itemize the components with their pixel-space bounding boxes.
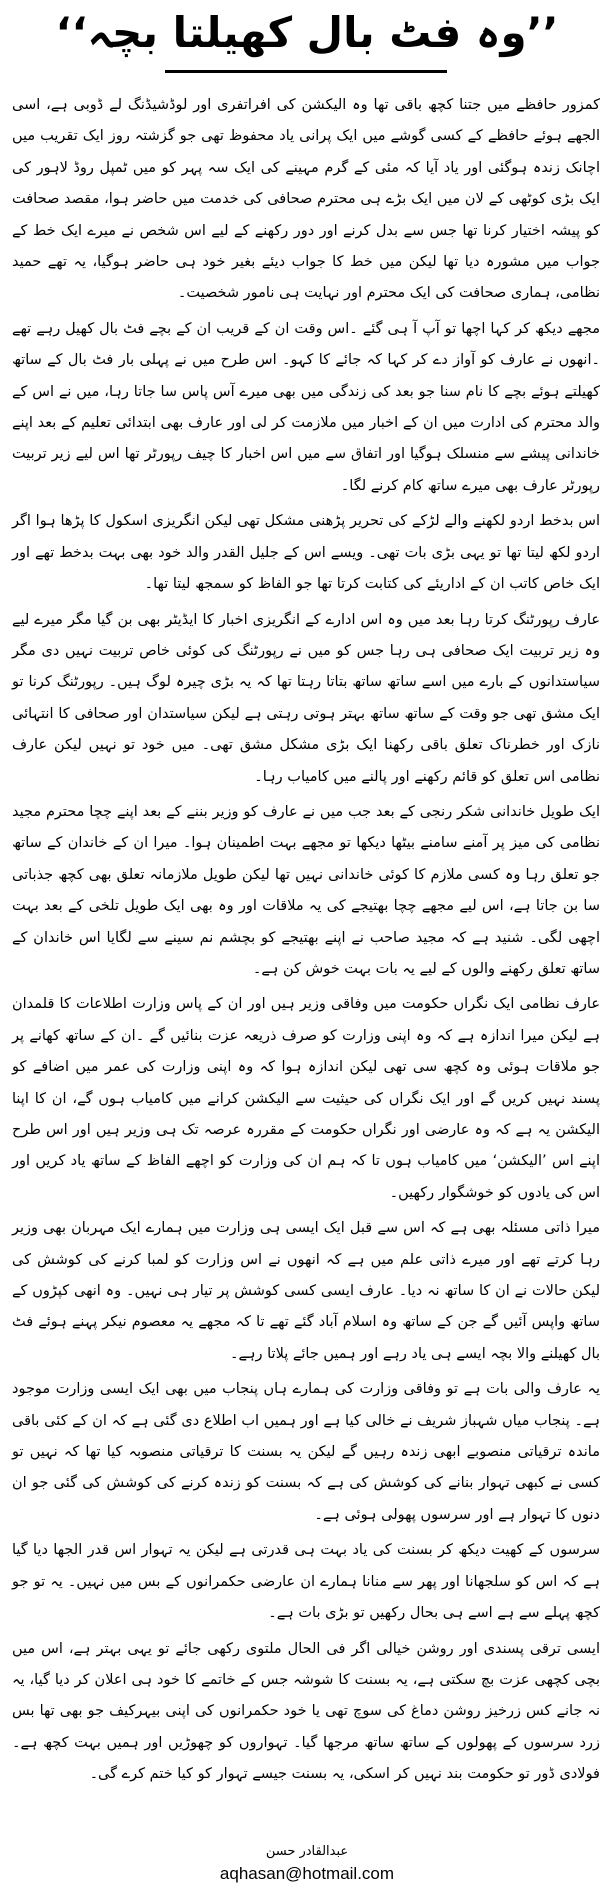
paragraph: سرسوں کے کھیت دیکھ کر بسنت کی یاد بہت ہی قدرتی ہے لیکن یہ تہوار اس قدر الجھا دیا گیا ہے کہ اس کو سلجھانا اور پھر سے منانا ہمارے ان عارضی حکمرانوں کے بس میں نہیں۔ یہ تو جو کچھ پہلے سے ہے اسے ہی بحال رکھیں تو بڑی بات ہے۔ [12, 1542, 600, 1622]
paragraph: عارف رپورٹنگ کرتا رہا بعد میں وہ اس ادارے کے انگریزی اخبار کا ایڈیٹر بھی بن گیا مگر میرے لیے وہ زیر تربیت ایک صحافی ہی رہا جس کو میں نے رپورٹنگ کی کوئی خاص تربیت نہیں دی مگر سیاستدانوں کے بارے میں اسے ساتھ ساتھ بتاتا رہتا تھا کہ یہ بڑی چیرہ لوگ ہیں۔ رپورٹنگ کرنا تو ایک مشق تھی جو وقت کے ساتھ ساتھ بہتر ہوتی رہتی ہے لیکن سیاستدان اور صحافی کا انتہائی نازک اور خطرناک تعلق باقی رکھنا ایک بڑی مشکل مشق تھی۔ میں خود تو نہیں لیکن عارف نظامی اس تعلق کو قائم رکھنے اور پالنے میں کامیاب رہا۔ [12, 611, 600, 785]
paragraph: اس بدخط اردو لکھنے والے لڑکے کی تحریر پڑھنی مشکل تھی لیکن انگریزی اسکول کا پڑھا ہوا اگر اردو لکھ لیتا تھا تو یہی بڑی بات تھی۔ ویسے اس کے جلیل القدر والد خود بھی بہت بدخط تھے اور ایک خاص کاتب ان کے اداریئے کی کتابت کرتا تھا جو الفاظ کو سمجھ لیتا تھا۔ [12, 513, 600, 593]
paragraph: عارف نظامی ایک نگراں حکومت میں وفاقی وزیر ہیں اور ان کے پاس وزارت اطلاعات کا قلمدان ہے لیکن میرا اندازہ ہے کہ وہ اپنی وزارت کو صرف ذریعہ عزت بنائیں گے ۔ان کے ساتھ کھانے پر جو ملاقات ہوئی وہ کچھ سی تھی لیکن اندازہ ہوا کہ وہ اپنی وزارت کی عمر میں اضافے کو پسند نہیں کریں گے اور ایک نگراں کی حیثیت سے الیکشن کرانے میں کامیاب ہوں گے، ان کا اپنا الیکشن یہ ہے کہ وہ عارضی اور نگراں حکومت کے مقررہ عرصہ تک ہی وزیر ہیں اور اس طرح اپنے اس ’الیکشن‘ میں کامیاب ہوں تا کہ ہم ان کی وزارت کو اچھے الفاظ کے ساتھ یاد کریں اور اس کی یادوں کو خوشگوار رکھیں۔ [12, 996, 600, 1201]
paragraph: کمزور حافظے میں جتنا کچھ باقی تھا وہ الیکشن کی افراتفری اور لوڈشیڈنگ لے ڈوبی ہے، اسی الجھے ہوئے حافظے کے کسی گوشے میں ایک پرانی یاد محفوظ تھی جو گزشتہ روز ایک تقریب میں اچانک زندہ ہوگئی اور یاد آیا کہ مئی کے گرم مہینے کی ایک سہ پہر کو میں ٹمپل روڈ لاہور کی ایک بڑی کوٹھی کے لان میں ایک بڑے ہی محترم صحافی کی خدمت میں حاضر ہوا، مقصد صحافت کو پیشہ اختیار کرنا تھا جس سے بدل کرنے اور دور رکھنے کے لیے اس شخص نے میرے ایک خط کے جواب میں مشورہ دیا تھا لیکن میں خط کا جواب دیئے بغیر خود ہی حاضر ہوگیا، یہ تھے حمید نظامی، ہماری صحافت کی ایک محترم اور نہایت ہی نامور شخصیت۔ [12, 97, 600, 302]
paragraph: ایک طویل خاندانی شکر رنجی کے بعد جب میں نے عارف کو وزیر بننے کے بعد اپنے چچا محترم مجید نظامی کی میز پر آمنے سامنے بیٹھا دیکھا تو مجھے بہت اطمینان ہوا۔ میرا ان کے خاندان کے ساتھ جو تعلق رہا وہ کسی ملازم کا کوئی خاندانی نہیں تھا لیکن طویل ملازمانہ تعلق بھی کچھ جذباتی سا بن جاتا ہے، اس لیے مجھے چچا بھتیجے کی یہ ملاقات اور وہ بھی ایک طویل تلخی کے بعد بہت اچھی لگی۔ شنید ہے کہ مجید صاحب نے اپنے بھتیجے کو بچشم نم سینے سے لگایا اس خاندان کے ساتھ تعلق رکھنے والوں کے لیے یہ بات بہت خوش کن ہے۔ [12, 803, 600, 977]
paragraph: میرا ذاتی مسئلہ بھی ہے کہ اس سے قبل ایک ایسی ہی وزارت میں ہمارے ایک مہربان بھی وزیر رہا کرتے تھے اور میرے ذاتی علم میں ہے کہ انھوں نے اس وزارت کو لمبا کرنے کی کوشش کی لیکن حالات نے ان کا ساتھ نہ دیا۔ عارف ایسی کسی کوشش پر تیار ہی نہیں۔ وہ انھی کپڑوں کے ساتھ واپس آئیں گے جن کے ساتھ وہ اسلام آباد گئے تھے تا کہ مجھے یہ معصوم نیکر پہنے ہوئے فٹ بال کھیلنے والا بچہ ایسے ہی یاد رہے اور ہمیں جائے پلاتا رہے۔ [12, 1220, 600, 1362]
paragraph: یہ عارف والی بات ہے تو وفاقی وزارت کی ہمارے ہاں پنجاب میں بھی ایک ایسی وزارت موجود ہے۔ پنجاب میاں شہباز شریف نے خالی کیا ہے اور ہمیں اب اطلاع دی گئی ہے کہ ان کے کئی باقی ماندہ ترقیاتی منصوبے ابھی زندہ رہیں گے لیکن یہ بسنت کا ترقیاتی منصوبہ کیا تھا کہ نہیں تو کسی نے کبھی تہوار بنانے کی کوشش کی ہے کہ بسنت کو زندہ کرنے کی کوشش کی گئی جو ان دنوں کا تہوار ہے اور سرسوں پھولی ہوئی ہے۔ [12, 1381, 600, 1523]
author-signature: عبدالقادر حسن [265, 1844, 349, 1859]
paragraph: ایسی ترقی پسندی اور روشن خیالی اگر فی الحال ملتوی رکھی جائے تو یہی بہتر ہے، اس میں بچی کچھی عزت بچ سکتی ہے، یہ بسنت کا شوشہ جس کے خاتمے کا خود ہی اعلان کر دیا گیا، یہ نہ جانے کس زرخیز روشن دماغ کی سوچ تھی یا خود حکمرانوں کی اپنی بیہرکیف جو بھی تھا بس زرد سرسوں کے پھولوں کے ساتھ ساتھ مرجھا گیا۔ تہواروں کو چھوڑیں اور ہمیں بہت کچھ ہے۔ فولادی ڈور تو حکومت بند نہیں کر اسکی، یہ بسنت جیسے تہوار کو کیا ختم کرے گی۔ [12, 1640, 600, 1783]
paragraph: مجھے دیکھ کر کہا اچھا تو آپ آ ہی گئے ۔اس وقت ان کے قریب ان کے بچے فٹ بال کھیل رہے تھے ۔انھوں نے عارف کو آواز دے کر کہا کہ جائے کا کہو۔ اس طرح میں نے پہلی بار فٹ بال کے ساتھ کھیلتے ہوئے بچے کا نام سنا جو بعد کی زندگی میں بھی میرے آس پاس سا جاتا رہا، میں نے اس کے والد محترم کی ادارت میں ان کے اخبار میں ملازمت کر لی اور عارف بھی ابتدائی تعلیم کے بعد اپنے خاندانی پیشے سے منسلک ہوگیا اور اتفاق سے میں اس اخبار کا چیف رپورٹر تھا اس لیے زیر تربیت رپورٹر عارف بھی میرے ساتھ کام کرنے لگا۔ [12, 320, 600, 494]
title-underline [165, 70, 447, 73]
author-email[interactable]: aqhasan@hotmail.com [219, 1864, 395, 1883]
column-header [0, 0, 614, 82]
column-title: ’’وہ فٹ بال کھیلتا بچہ‘‘ [55, 8, 559, 57]
article-body [12, 90, 600, 1795]
